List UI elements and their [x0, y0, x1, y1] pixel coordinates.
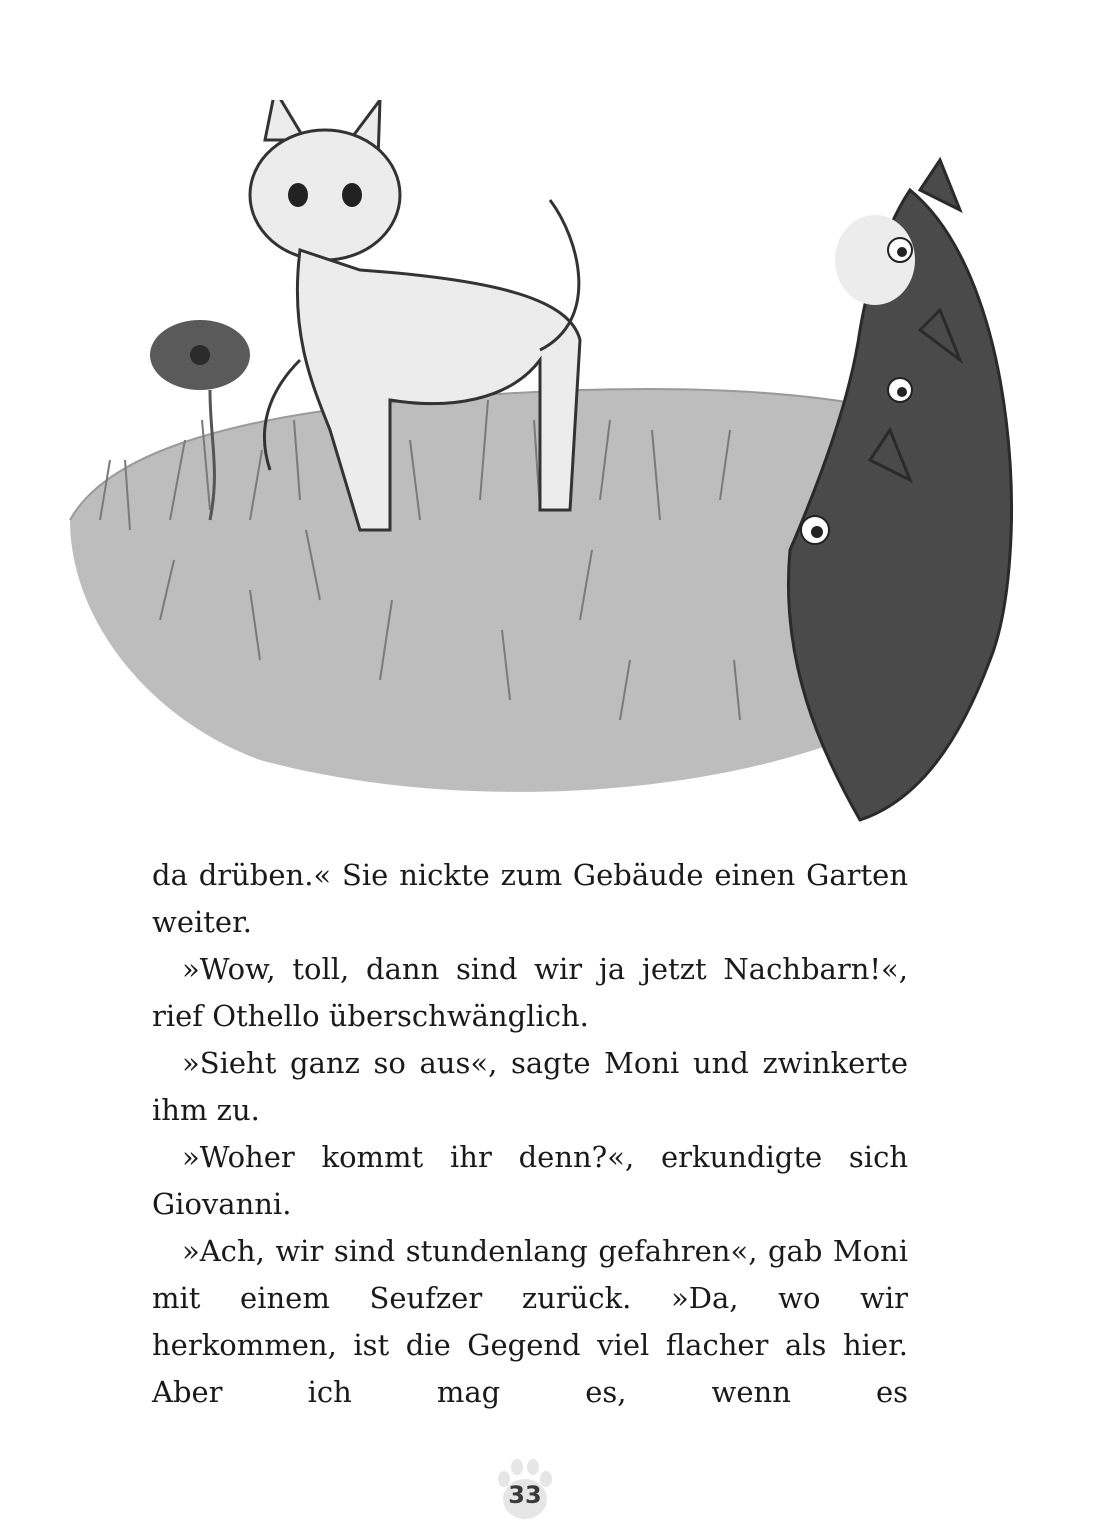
paragraph: »Wow, toll, dann sind wir ja jetzt Nachbarn!«, rief Othello überschwänglich.: [152, 952, 908, 1033]
page-footer: [490, 1455, 560, 1527]
paragraph: »Sieht ganz so aus«, sagte Moni und zwinkerte ihm zu.: [152, 1046, 908, 1127]
paragraph: da drüben.« Sie nickte zum Gebäude einen Garten weiter.: [152, 858, 908, 939]
paragraph: »Ach, wir sind stundenlang gefahren«, gab Moni mit einem Seufzer zurück. »Da, wo wir herkommen, ist die Gegend viel flacher als hier. Aber ich mag es, wenn es: [152, 1234, 908, 1409]
page-number: 33: [508, 1481, 542, 1509]
paragraph: »Woher kommt ihr denn?«, erkundigte sich Giovanni.: [152, 1140, 908, 1221]
story-text: [152, 852, 908, 1416]
cats-in-meadow-illustration: [60, 100, 1040, 840]
